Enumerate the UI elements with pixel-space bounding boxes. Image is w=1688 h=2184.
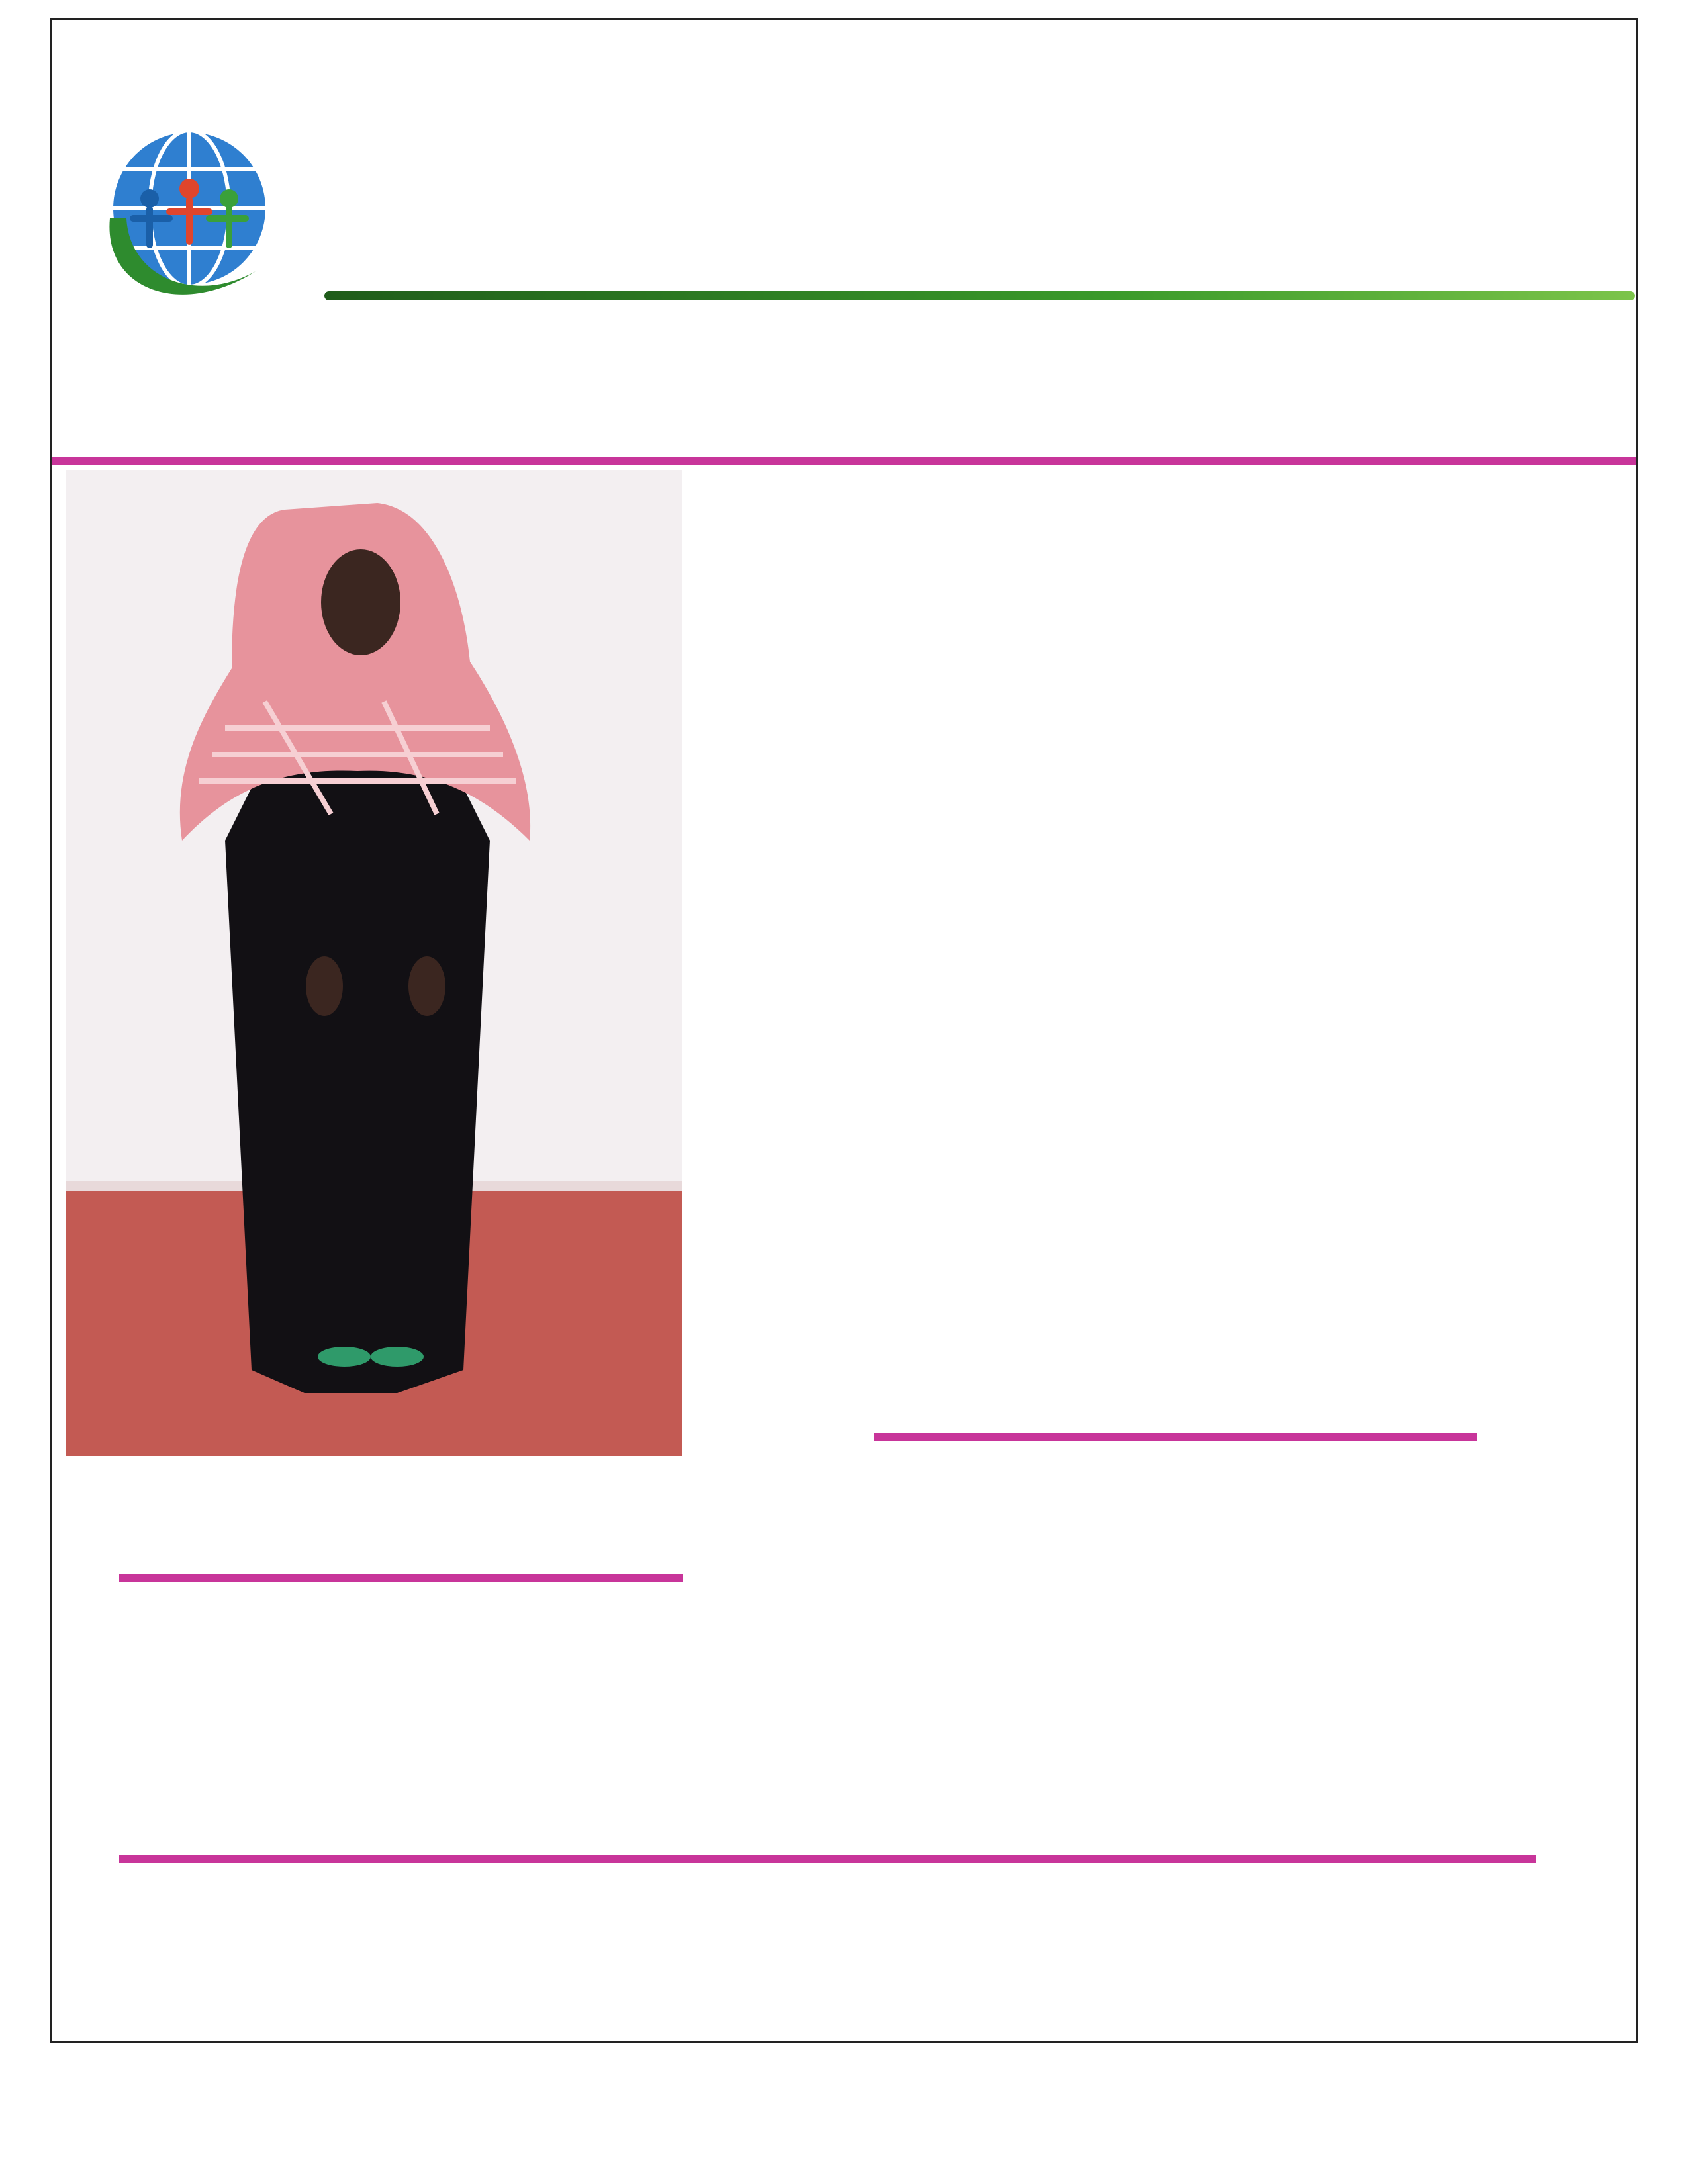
languages-divider bbox=[119, 1574, 683, 1582]
candidate-photo bbox=[66, 470, 682, 1456]
personnel-divider bbox=[52, 457, 1636, 465]
office-logo bbox=[64, 53, 308, 377]
skills-divider bbox=[874, 1433, 1477, 1441]
experience-divider bbox=[119, 1855, 1536, 1863]
header-divider bbox=[324, 291, 1635, 300]
